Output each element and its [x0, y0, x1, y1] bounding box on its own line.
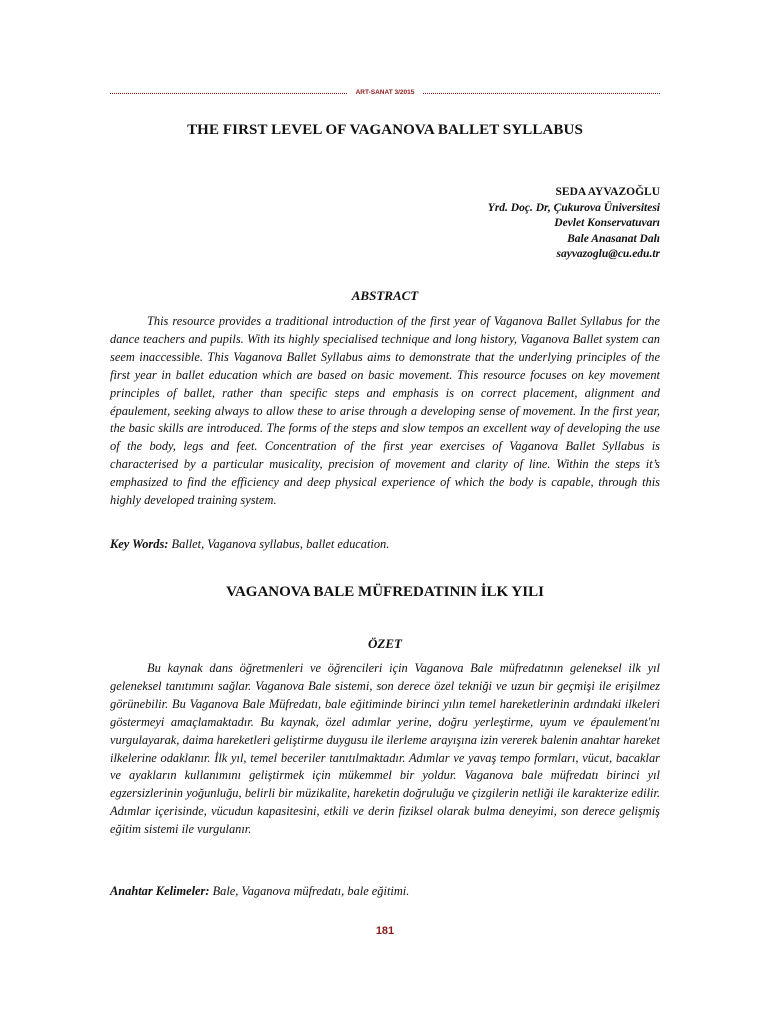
- anahtar-kelimeler-label: Anahtar Kelimeler:: [110, 884, 210, 898]
- author-name: SEDA AYVAZOĞLU: [555, 186, 660, 198]
- author-email: sayvazoglu@cu.edu.tr: [556, 248, 660, 260]
- ozet-heading: ÖZET: [368, 636, 402, 651]
- anahtar-kelimeler-line: [110, 884, 660, 899]
- abstract-body: This resource provides a traditional introduction of the first year of Vaganova Ballet Syllabus for the dance teachers and pupils. With its highly specialised technique and long history, Vaganova Ballet system can seem inaccessible. This Vaganova Ballet Syllabus aims to demonstrate that the underlying principles of the first year in ballet education which are based on basic movement. This resource focuses on key movement principles of ballet, rather than specific steps and emphasis is on correct placement, alignment and épaulement, seeking always to allow these to arise through a developing sense of movement. In the first year, the basic skills are introduced. The forms of the steps and slow tempos an excellent way of developing the use of the body, legs and feet. Concentration of the first year exercises of Vaganova Ballet Syllabus is characterised by a particular musicality, precision of movement and clarity of line. Within the steps it’s emphasized to find the efficiency and deep physical experience of which the body is capable, through this highly developed training system.: [110, 314, 660, 508]
- turkish-title: VAGANOVA BALE MÜFREDATININ İLK YILI: [226, 584, 544, 600]
- page-number: 181: [375, 925, 395, 937]
- header-rule-left: [110, 93, 347, 94]
- author-block: [488, 185, 660, 263]
- anahtar-kelimeler-value: Bale, Vaganova müfredatı, bale eğitimi.: [212, 884, 410, 898]
- paper-title: THE FIRST LEVEL OF VAGANOVA BALLET SYLLABUS: [187, 122, 583, 138]
- keywords-line: [110, 537, 660, 552]
- running-header: [110, 88, 660, 98]
- header-rule-right: [423, 93, 660, 94]
- ozet-body: Bu kaynak dans öğretmenleri ve öğrencileri için Vaganova Bale müfredatının geleneksel ilk yıl geleneksel tanıtımını sağlar. Vaganova Bale sistemi, son derece özel tekniği ve uzun bir geçmişi ile erişilmez görünebilir. Bu Vaganova Bale Müfredatı, bale eğitiminde birinci yılın temel hareketlerinin ardındaki ilkeleri göstermeyi amaçlamaktadır. Bu kaynak, özel adımlar yerine, doğru yerleştirme, uyum ve épaulement'nı vurgulayarak, daima hareketleri geliştirme duygusu ile ilerleme arayışına izin vererek balenin anahtar hareket ilkelerine odaklanır. İlk yıl, temel beceriler tanıtılmaktadır. Adımlar ve yavaş tempo formları, vücut, bacaklar ve ayakların kullanımını geliştirmek için mükemmel bir yoldur. Vaganova bale müfredatı birinci yıl egzersizlerinin yoğunluğu, belirli bir müzikalite, hareketin doğruluğu ve çizgilerin netliği ile karakterize edilir. Adımlar içerisinde, vücudun kapasitesini, etkili ve derin fiziksel olarak bulma deneyimi, son derece gelişmiş eğitim sistemi ile vurgulanır.: [110, 661, 660, 837]
- author-affiliation-department: Bale Anasanat Dalı: [567, 232, 660, 245]
- abstract-heading: ABSTRACT: [351, 288, 419, 303]
- author-affiliation-conservatory: Devlet Konservatuvarı: [554, 217, 660, 229]
- author-affiliation-university: Yrd. Doç. Dr, Çukurova Üniversitesi: [487, 201, 660, 214]
- journal-label: ART-SANAT 3/2015: [355, 89, 415, 96]
- keywords-value: Ballet, Vaganova syllabus, ballet education.: [171, 537, 390, 551]
- keywords-label: Key Words:: [110, 537, 169, 551]
